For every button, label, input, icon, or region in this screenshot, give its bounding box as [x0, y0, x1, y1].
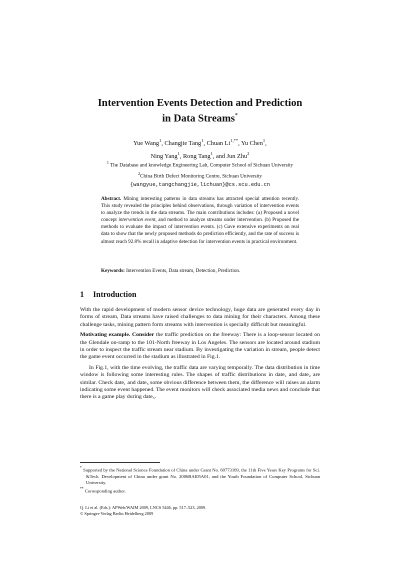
- author-affil-sup: 1: [201, 138, 204, 143]
- citation-info: [80, 505, 320, 517]
- footnote-1: [80, 465, 320, 486]
- keywords-text: Intervention Events, Data stream, Detection, Prediction.: [126, 268, 241, 274]
- title-line-2: [60, 110, 340, 126]
- author-email: {wangyue,tangchangjie,lichuan}@cs.scu.edu.cn: [130, 181, 270, 188]
- citation-line-1: Q. Li et al. (Eds.): APWeb/WAIM 2009, LNCS 5446, pp. 517–523, 2009.: [80, 505, 207, 510]
- abstract-text-1: Mining interesting patterns in data streams has attracted special attention recently. This study revealed the principles behind observations, through variation of intervention events to analyze the trends in the data streams. The main contributions includes: (a) Proposed a novel concept: [101, 196, 299, 224]
- footnote-divider: [80, 462, 160, 463]
- paragraph-2-text: the traffic prediction on the freeway: There is a loop-sensor located on the Glendale on-ramp to the 101-North freeway in Los Angeles. The sensors are located around stadium in order to inspect the traffic stream near stadium. By investigating the variation in stream, people detect the game event occurred in the stadium as illustrated in Fig.1.: [80, 332, 320, 361]
- copyright-line: © Springer-Verlag Berlin Heidelberg 2009: [80, 511, 154, 517]
- keywords-label: Keywords:: [101, 268, 125, 274]
- keywords: [101, 268, 299, 275]
- author-name: Changjie Tang: [164, 140, 202, 148]
- affiliation-1: [60, 159, 340, 170]
- affiliation-2-sup: 2: [137, 171, 140, 177]
- author-name: Yu Chen: [241, 140, 263, 148]
- abstract-emphasis: intervention event: [118, 217, 156, 224]
- author-name: Chuan Li: [206, 140, 231, 148]
- footnotes: [80, 465, 320, 494]
- footnote-2: [80, 486, 320, 495]
- author-affil-sup: 1: [177, 151, 180, 157]
- author-name: Rong Tang: [182, 153, 211, 161]
- paragraph-2: [80, 332, 320, 362]
- footnote-2-mark: **: [80, 486, 84, 491]
- author-affil-sup: 1: [262, 138, 266, 143]
- title-footnote-marker: *: [234, 113, 238, 119]
- author-affil-sup: 2: [247, 151, 250, 157]
- author-separator: ,: [203, 140, 207, 148]
- author-name: Ning Yang: [150, 153, 178, 161]
- abstract-text-2: , and method to analyze streams under intervention. (b) Proposed the methods to evaluate the impact of intervention events. (c) Gave extensive experiments on real data to show that the newly proposed methods do prediction efficiently, and the rate of success is almost reach 92.8% recall in adaptive detection for intervention events in practical environment.: [101, 217, 299, 245]
- author-affil-sup: 1: [159, 138, 162, 143]
- affiliation-2: [60, 170, 340, 181]
- author-separator: ,: [265, 140, 267, 148]
- section-heading: [80, 290, 320, 300]
- affiliation-1-text: The Database and knowledge Engineering Lab, Computer School of Sichuan University: [110, 162, 294, 169]
- affiliation-2-text: China Birth Defect Monitoring Centre, Sichuan University: [139, 174, 263, 181]
- author-line-1: [60, 136, 340, 149]
- footnote-2-text: Corresponding author.: [84, 488, 126, 494]
- title-line-2-text: in Data Streams: [162, 113, 235, 125]
- title-line-1: Intervention Events Detection and Prediction: [97, 98, 303, 109]
- paragraph-1: With the rapid development of modern sensor device technology, huge data are generated every day in forms of stream, Data streams have raised challenges to data mining for their characters. Among these challenge tasks, mining pattern form streams with intervention is specially difficult but meaningful.: [80, 307, 320, 328]
- abstract-label: Abstract.: [101, 196, 122, 202]
- section-title: Introduction: [93, 290, 137, 299]
- abstract: [101, 196, 299, 246]
- author-separator: ,: [161, 140, 165, 148]
- footnote-1-text: Supported by the National Science Foundation of China under Grant No. 60773169, the 11th Five Years Key Programs for Sci. &Tech. Development of China under grant No. 2006BAI05A01, and the Youth Foundation of Computer School, Sichuan University.: [83, 467, 321, 485]
- author-name: Yue Wang: [133, 140, 160, 148]
- author-name: Jun Zhu: [226, 153, 248, 161]
- paragraph-3: In Fig.1, with the time evolving, the traffic data are varying temporally. The data distribution in time window is following some interesting rules. The shapes of traffic distributions in date₁ and date₂ are similar. Check date₁ and date₃ some obvious difference between them, the difference will raises an alarm indicating some event happened. The event monitors will check associated media news and conclude that there is a game play during date₃.: [80, 364, 320, 401]
- affiliations: [60, 159, 340, 189]
- author-affil-sup: 1: [210, 151, 213, 157]
- paragraph-2-label: Motivating example. Consider: [80, 332, 155, 339]
- author-affil-sup: 1,**: [230, 138, 239, 143]
- author-separator: ,: [179, 153, 183, 161]
- body-text: [80, 307, 320, 402]
- footnote-1-mark: *: [80, 466, 82, 470]
- affiliation-1-sup: 1: [106, 160, 109, 165]
- paper-title: [60, 97, 340, 126]
- author-separator: , and: [212, 153, 227, 161]
- author-separator: ,: [238, 140, 242, 148]
- section-number: 1: [80, 290, 84, 299]
